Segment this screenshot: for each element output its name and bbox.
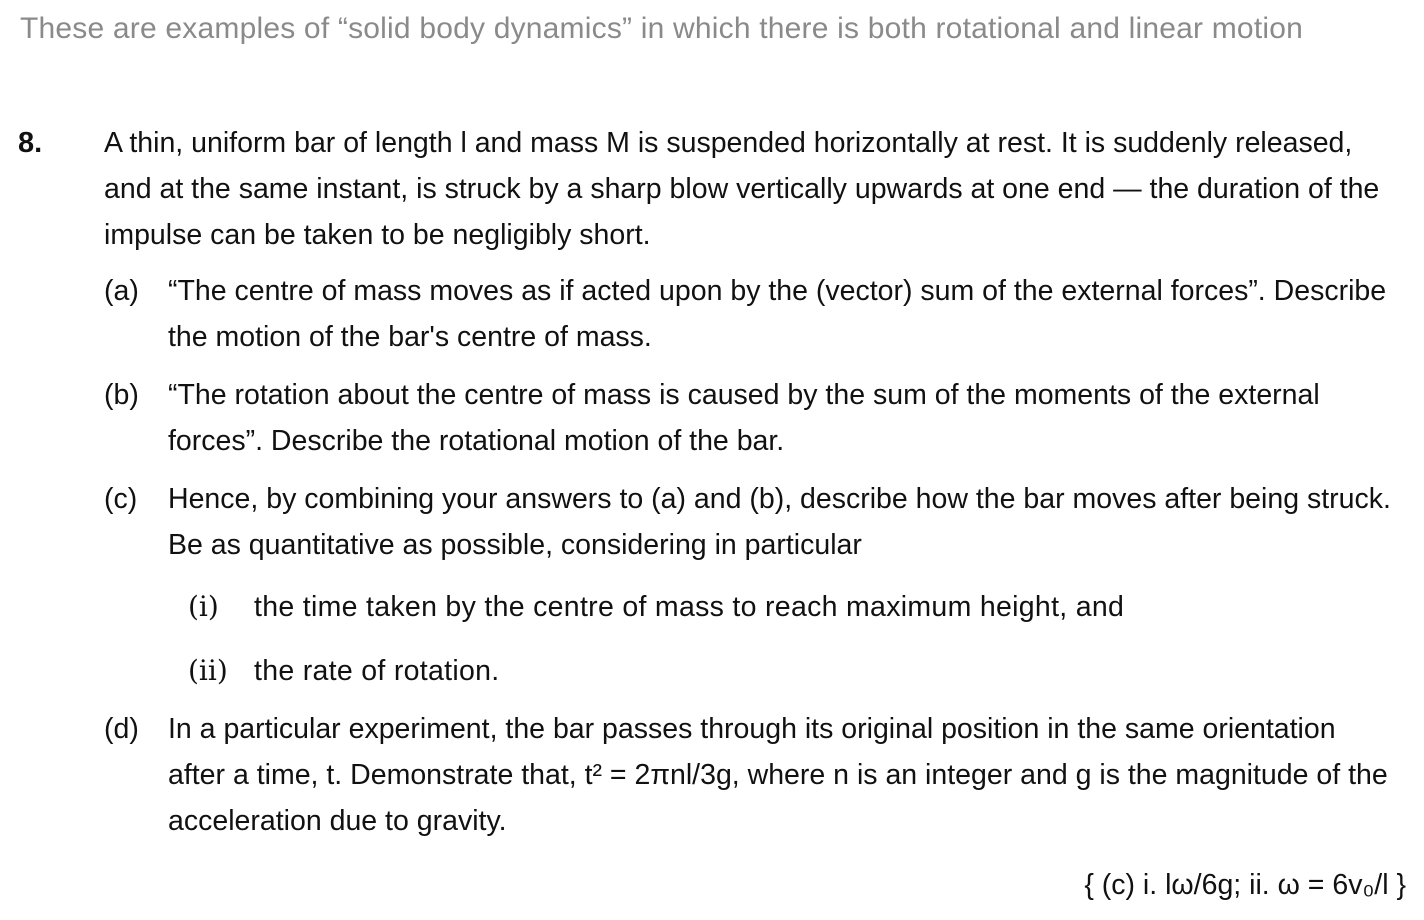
part-c-ii-text: the rate of rotation.: [254, 655, 500, 687]
answer-key: { (c) i. lω/6g; ii. ω = 6v₀/l }: [1084, 869, 1406, 901]
part-a-text: “The centre of mass moves as if acted upon by the (vector) sum of the external forces”. Describe the motion of the bar's centre of mass.: [168, 275, 1387, 353]
part-a-label: (a): [104, 275, 139, 307]
part-c-i-label: (i): [188, 590, 219, 623]
part-b-label: (b): [104, 379, 139, 411]
question-number: 8.: [18, 127, 43, 159]
question-stem: A thin, uniform bar of length l and mass M is suspended horizontally at rest. It is suddenly released, and at the same instant, is struck by a sharp blow vertically upwards at one end — the duration of the impulse can be taken to be negligibly short.: [104, 127, 1380, 251]
part-c-ii-label: (ii): [188, 654, 228, 687]
part-b-text: “The rotation about the centre of mass is caused by the sum of the moments of the external forces”. Describe the rotational motion of the bar.: [168, 379, 1320, 457]
intro-text: These are examples of “solid body dynamics” in which there is both rotational and linear motion: [20, 12, 1303, 45]
part-c-i-text: the time taken by the centre of mass to reach maximum height, and: [254, 591, 1125, 623]
part-d-label: (d): [104, 713, 139, 745]
part-c-text: Hence, by combining your answers to (a) and (b), describe how the bar moves after being struck. Be as quantitative as possible, considering in particular: [168, 483, 1391, 561]
part-d-text: In a particular experiment, the bar passes through its original position in the same orientation after a time, t. Demonstrate that, t² = 2πnl/3g, where n is an integer and g is the magnitude of the acceleration due to gravity.: [168, 713, 1388, 837]
part-c-label: (c): [104, 483, 138, 515]
